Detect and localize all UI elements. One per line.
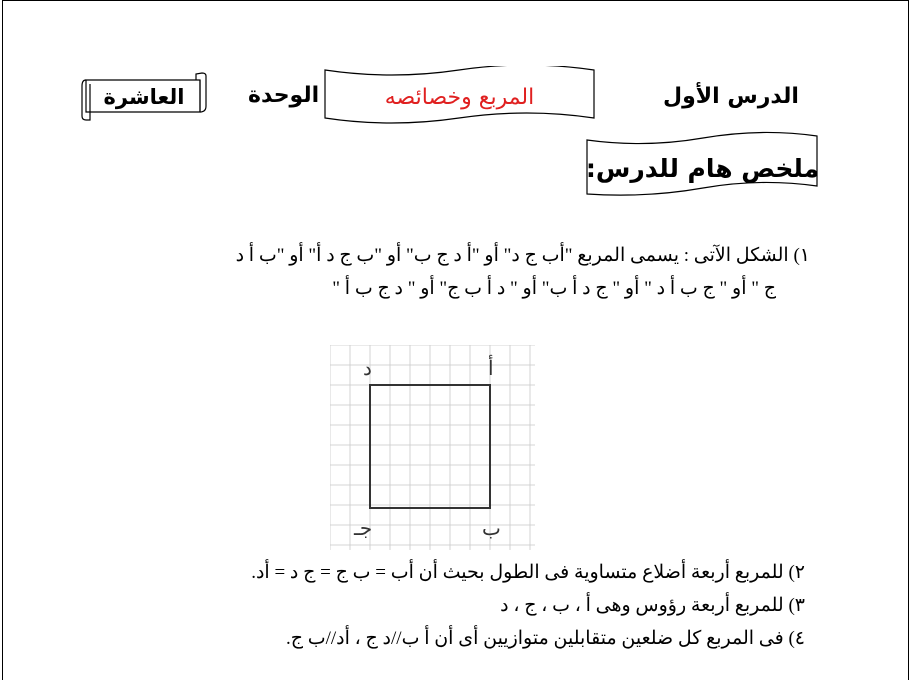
lesson-title: المربع وخصائصه <box>384 84 535 110</box>
lesson-title-banner <box>322 66 597 128</box>
vertex-label-top-left: د <box>363 358 372 380</box>
vertex-label-bottom-right: ب <box>482 518 501 540</box>
vertex-label-top-right: أ <box>488 358 494 380</box>
summary-title: ملخص هام للدرس: <box>585 153 820 183</box>
point-2: ٢) للمربع أربعة أضلاع متساوية فى الطول بحيث أن أب = ب ج = ج د = أد. <box>251 562 805 583</box>
unit-number-banner <box>80 72 208 122</box>
point-1-line-2: ج " أو " ج ب أ د " أو " ج د أ ب" أو " د أ ب ج" أو " د ج ب أ " <box>332 278 776 299</box>
point-3: ٣) للمربع أربعة رؤوس وهى أ ، ب ، ج ، د <box>500 595 805 616</box>
vertex-label-bottom-left: جـ <box>354 518 373 540</box>
square-figure <box>330 345 535 550</box>
lesson-label: الدرس الأول <box>663 84 799 109</box>
point-4: ٤) فى المربع كل ضلعين متقابلين متوازيين أى أن أ ب//د ج ، أد//ب ج. <box>285 628 805 649</box>
point-1-line-1: ١) الشكل الآتى : يسمى المربع "أب ج د" أو "أ د ج ب" أو "ب ج د أ" أو "ب أ د <box>235 245 810 266</box>
summary-banner <box>585 130 820 198</box>
unit-label: الوحدة <box>248 83 320 108</box>
unit-number: العاشرة <box>103 85 185 109</box>
